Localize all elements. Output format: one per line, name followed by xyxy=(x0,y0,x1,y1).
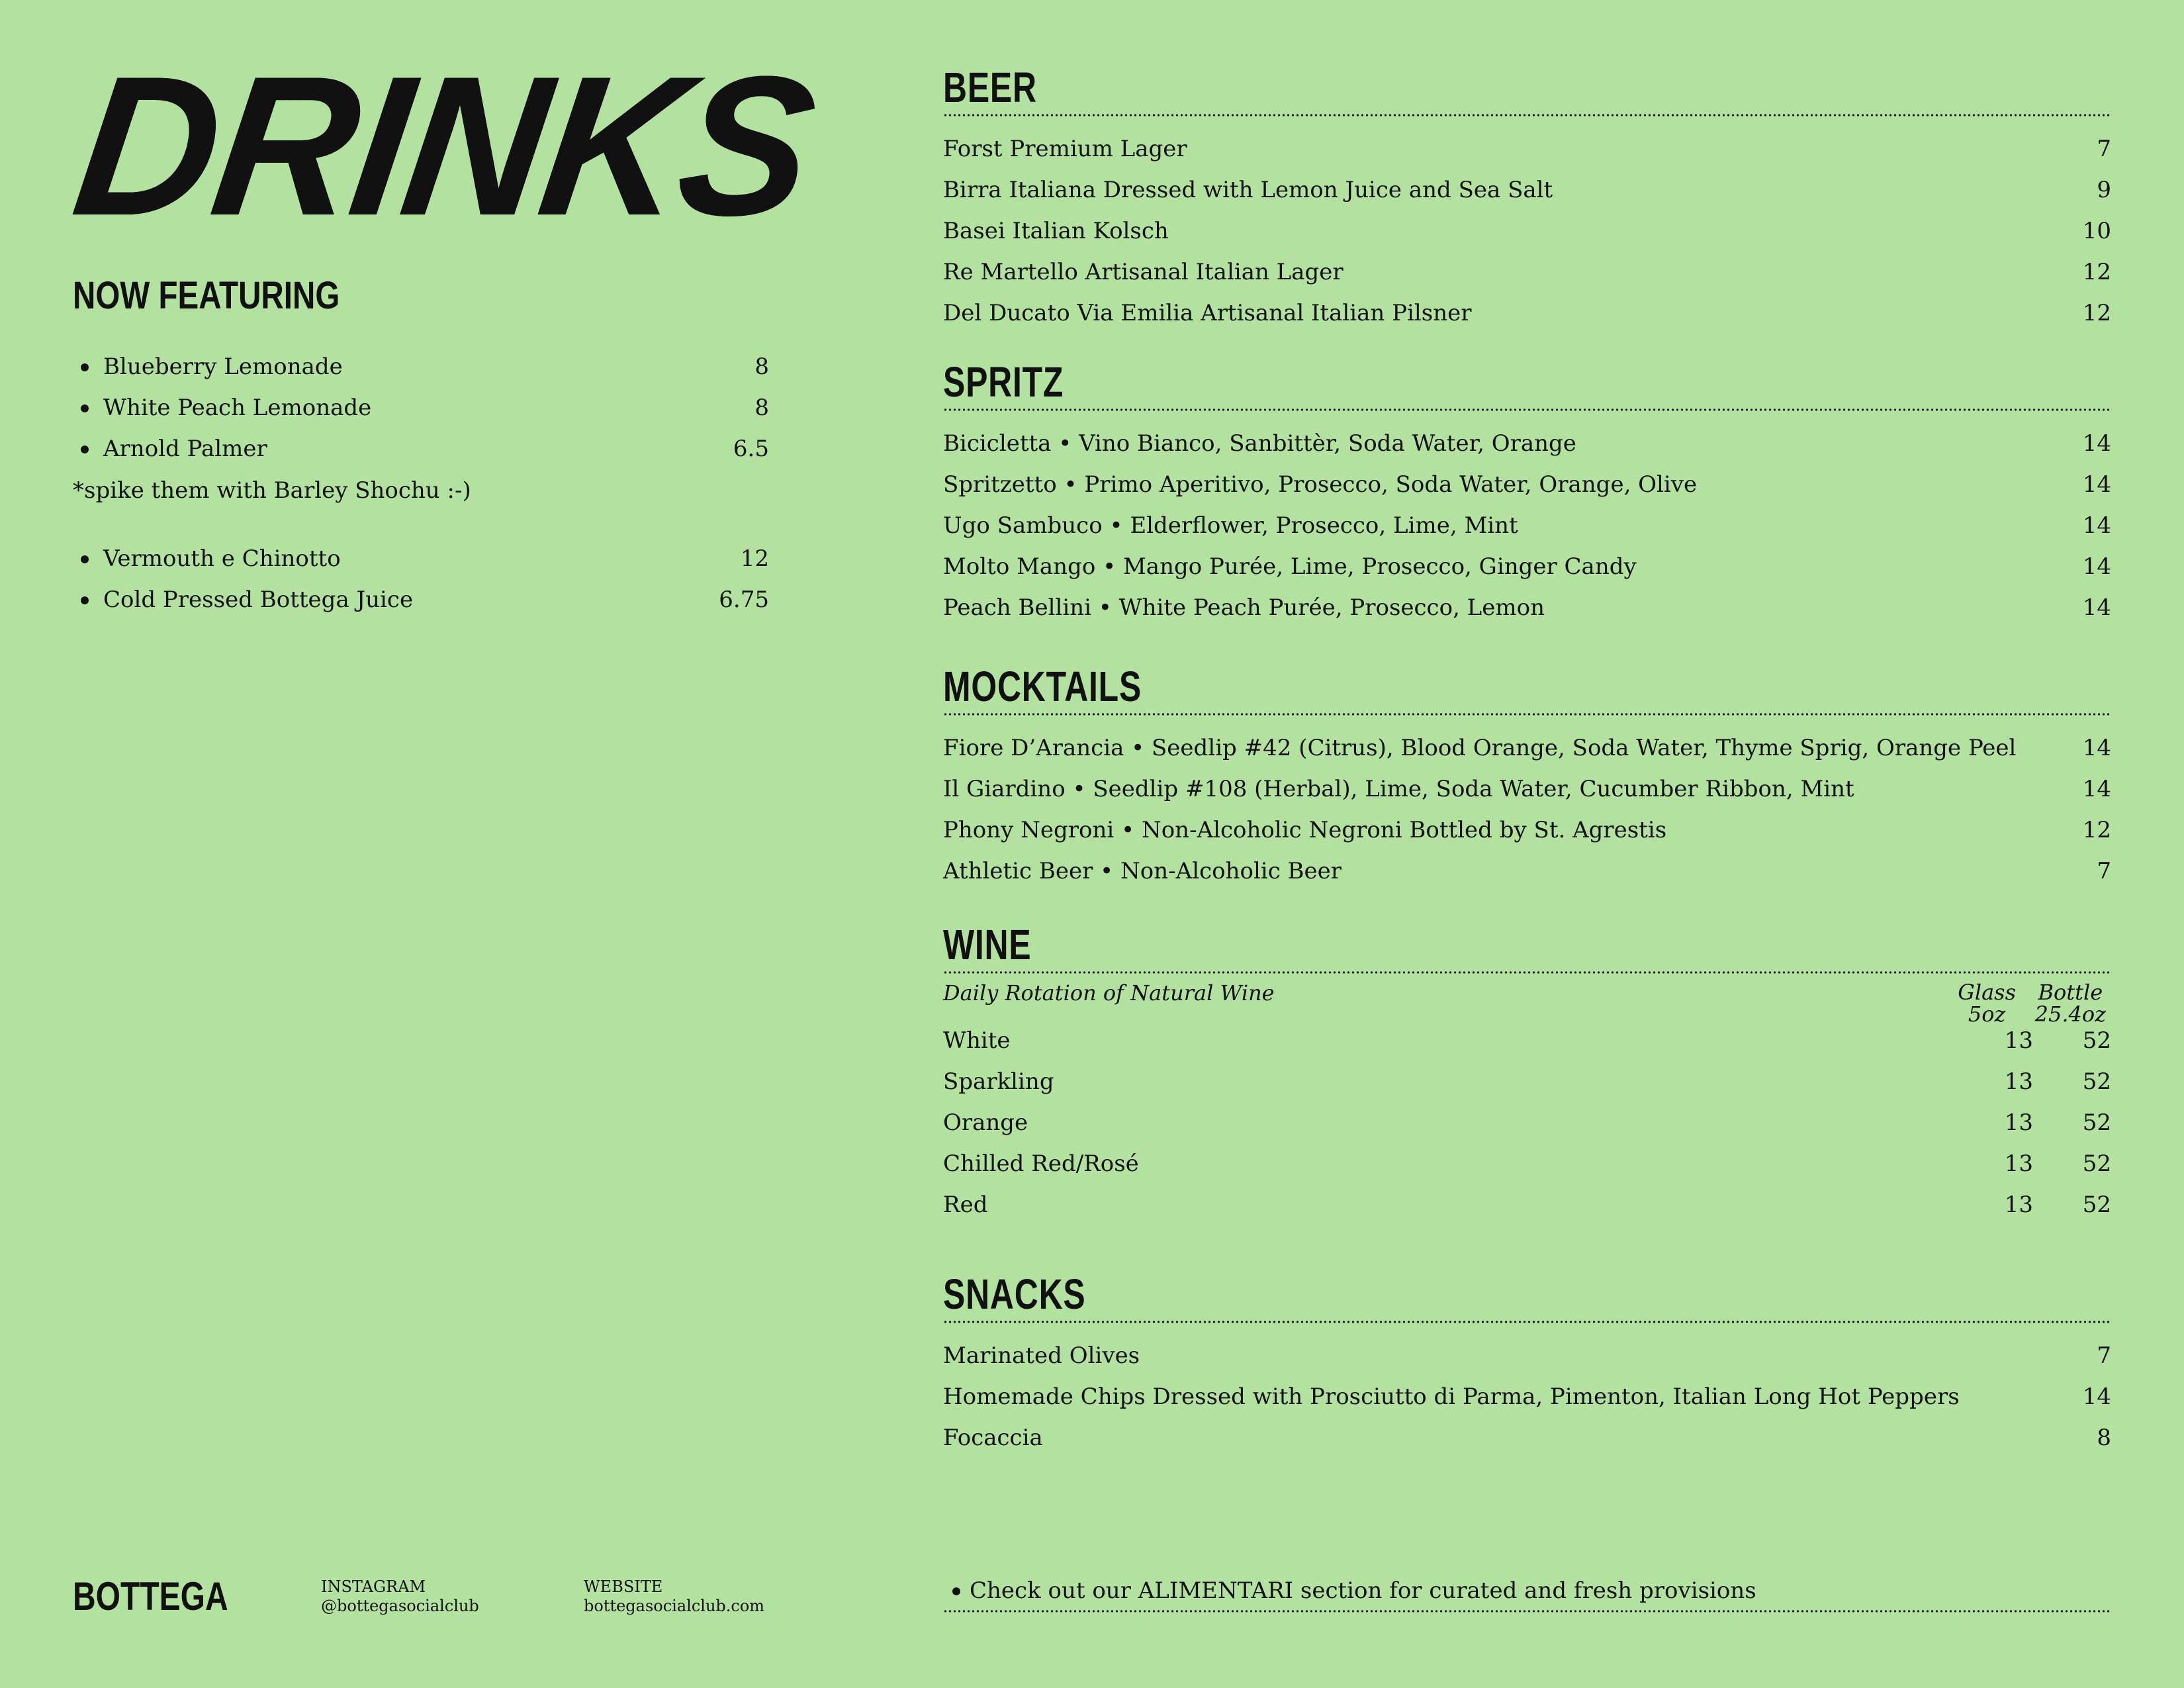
item-name: Phony Negroni • Non-Alcoholic Negroni Bottled by St. Agrestis xyxy=(943,817,1667,843)
item-name: Il Giardino • Seedlip #108 (Herbal), Lime, Soda Water, Cucumber Ribbon, Mint xyxy=(943,776,1854,802)
bottle-price: 52 xyxy=(2082,1027,2111,1054)
menu-title: DRINKS xyxy=(63,34,825,257)
bullet-icon xyxy=(81,555,89,563)
item-price: 7 xyxy=(2097,1342,2111,1369)
alimentari-note xyxy=(943,1575,2111,1613)
brand-logo: BOTTEGA xyxy=(73,1574,228,1618)
featured-item xyxy=(73,579,769,620)
glass-price: 13 xyxy=(2004,1192,2033,1218)
bullet-icon xyxy=(81,363,89,371)
wine-item xyxy=(943,1020,2111,1061)
dotted-divider xyxy=(943,1610,2111,1613)
item-name: Focaccia xyxy=(943,1425,1043,1451)
section-title: SNACKS xyxy=(943,1270,1086,1318)
bottle-price: 52 xyxy=(2082,1109,2111,1136)
instagram-handle[interactable]: @bottegasocialclub xyxy=(321,1597,479,1615)
menu-item xyxy=(943,128,2111,169)
menu-item xyxy=(943,211,2111,252)
section-title: WINE xyxy=(943,921,1032,968)
wine-item xyxy=(943,1184,2111,1225)
item-price: 14 xyxy=(2082,735,2111,761)
section-title: MOCKTAILS xyxy=(943,663,1142,710)
item-name: Homemade Chips Dressed with Prosciutto di Parma, Pimenton, Italian Long Hot Peppers xyxy=(943,1383,1960,1410)
menu-item xyxy=(943,423,2111,464)
item-name: Spritzetto • Primo Aperitivo, Prosecco, Soda Water, Orange, Olive xyxy=(943,471,1698,498)
section-header xyxy=(943,659,2111,716)
item-price: 14 xyxy=(2082,594,2111,621)
item-price: 12 xyxy=(2082,259,2111,285)
bottle-price: 52 xyxy=(2082,1192,2111,1218)
item-name: Molto Mango • Mango Purée, Lime, Prosecco, Ginger Candy xyxy=(943,553,1637,580)
wine-item xyxy=(943,1102,2111,1143)
item-name: Blueberry Lemonade xyxy=(103,353,343,380)
glass-price: 13 xyxy=(2004,1109,2033,1136)
menu-item xyxy=(943,727,2111,769)
item-name: Athletic Beer • Non-Alcoholic Beer xyxy=(943,858,1342,884)
glass-price: 13 xyxy=(2004,1027,2033,1054)
glass-column-header xyxy=(1958,982,2016,1025)
bottle-price: 52 xyxy=(2082,1068,2111,1095)
website-label: WEBSITE xyxy=(584,1577,663,1596)
item-name: Re Martello Artisanal Italian Lager xyxy=(943,259,1343,285)
menu-item xyxy=(943,1335,2111,1376)
section-title: SPRITZ xyxy=(943,358,1064,406)
bullet-icon xyxy=(81,596,89,604)
item-price: 8 xyxy=(754,353,769,380)
menu-item xyxy=(943,293,2111,334)
bullet-icon xyxy=(952,1587,960,1595)
item-price: 14 xyxy=(2082,553,2111,580)
menu-item xyxy=(943,769,2111,810)
item-name: Cold Pressed Bottega Juice xyxy=(103,586,414,613)
menu-item xyxy=(943,1417,2111,1458)
item-price: 12 xyxy=(740,545,769,572)
snacks-section xyxy=(943,1266,2111,1458)
item-price: 8 xyxy=(754,395,769,421)
bottle-price: 52 xyxy=(2082,1150,2111,1177)
item-price: 14 xyxy=(2082,1383,2111,1410)
glass-price: 13 xyxy=(2004,1068,2033,1095)
item-price: 8 xyxy=(2097,1425,2111,1451)
item-name: Basei Italian Kolsch xyxy=(943,218,1169,244)
item-price: 12 xyxy=(2082,817,2111,843)
menu-item xyxy=(943,810,2111,851)
wine-subheading: Daily Rotation of Natural Wine xyxy=(943,980,1275,1006)
item-price: 14 xyxy=(2082,776,2111,802)
item-price: 7 xyxy=(2097,136,2111,162)
item-price: 6.5 xyxy=(733,436,769,462)
glass-size: 5oz xyxy=(1968,1002,2006,1027)
dotted-divider xyxy=(943,1321,2111,1323)
bullet-icon xyxy=(81,445,89,453)
menu-item xyxy=(943,464,2111,505)
section-header xyxy=(943,917,2111,974)
section-header xyxy=(943,1266,2111,1323)
item-name: Orange xyxy=(943,1109,1028,1136)
spike-note: *spike them with Barley Shochu :-) xyxy=(73,477,471,504)
item-price: 14 xyxy=(2082,471,2111,498)
section-header xyxy=(943,60,2111,117)
glass-label: Glass xyxy=(1958,980,2016,1005)
beer-section xyxy=(943,60,2111,334)
item-name: Arnold Palmer xyxy=(103,436,267,462)
section-title: BEER xyxy=(943,64,1037,111)
item-price: 14 xyxy=(2082,512,2111,539)
featured-item xyxy=(73,428,769,469)
bottle-column-header xyxy=(2035,982,2106,1025)
item-name: Red xyxy=(943,1192,988,1218)
menu-item xyxy=(943,1376,2111,1417)
menu-item xyxy=(943,587,2111,628)
item-price: 9 xyxy=(2097,177,2111,203)
bullet-icon xyxy=(81,404,89,412)
mocktails-section xyxy=(943,659,2111,892)
now-featuring-heading: NOW FEATURING xyxy=(73,274,340,317)
instagram-block xyxy=(321,1577,479,1616)
item-name: Peach Bellini • White Peach Purée, Prosecco, Lemon xyxy=(943,594,1545,621)
alimentari-text: Check out our ALIMENTARI section for curated and fresh provisions xyxy=(970,1577,1756,1604)
featured-item xyxy=(73,538,769,579)
item-price: 10 xyxy=(2082,218,2111,244)
menu-item xyxy=(943,851,2111,892)
item-name: Bicicletta • Vino Bianco, Sanbittèr, Soda Water, Orange xyxy=(943,430,1576,457)
website-block xyxy=(584,1577,764,1616)
glass-price: 13 xyxy=(2004,1150,2033,1177)
menu-item xyxy=(943,169,2111,211)
item-name: Forst Premium Lager xyxy=(943,136,1187,162)
item-name: White xyxy=(943,1027,1011,1054)
bottle-label: Bottle xyxy=(2038,980,2103,1005)
item-name: Ugo Sambuco • Elderflower, Prosecco, Lime, Mint xyxy=(943,512,1518,539)
item-name: Del Ducato Via Emilia Artisanal Italian Pilsner xyxy=(943,300,1472,326)
item-name: Birra Italiana Dressed with Lemon Juice and Sea Salt xyxy=(943,177,1553,203)
instagram-label: INSTAGRAM xyxy=(321,1577,426,1596)
featured-item xyxy=(73,387,769,428)
featured-list-b xyxy=(73,538,769,620)
wine-item xyxy=(943,1061,2111,1102)
menu-item xyxy=(943,505,2111,546)
featured-item xyxy=(73,346,769,387)
wine-item xyxy=(943,1143,2111,1184)
item-price: 12 xyxy=(2082,300,2111,326)
menu-item xyxy=(943,252,2111,293)
dotted-divider xyxy=(943,408,2111,411)
wine-section xyxy=(943,917,2111,1225)
item-price: 6.75 xyxy=(719,586,769,613)
featured-list-a xyxy=(73,346,769,469)
item-name: White Peach Lemonade xyxy=(103,395,372,421)
item-price: 7 xyxy=(2097,858,2111,884)
dotted-divider xyxy=(943,114,2111,117)
bottle-size: 25.4oz xyxy=(2034,1002,2106,1027)
menu-item xyxy=(943,546,2111,587)
item-name: Fiore D’Arancia • Seedlip #42 (Citrus), Blood Orange, Soda Water, Thyme Sprig, Orange Peel xyxy=(943,735,2017,761)
item-name: Chilled Red/Rosé xyxy=(943,1150,1139,1177)
item-name: Vermouth e Chinotto xyxy=(103,545,341,572)
dotted-divider xyxy=(943,713,2111,716)
section-header xyxy=(943,354,2111,411)
wine-subheader xyxy=(943,974,2111,1027)
website-link[interactable]: bottegasocialclub.com xyxy=(584,1597,765,1615)
item-price: 14 xyxy=(2082,430,2111,457)
spritz-section xyxy=(943,354,2111,628)
item-name: Marinated Olives xyxy=(943,1342,1140,1369)
item-name: Sparkling xyxy=(943,1068,1054,1095)
